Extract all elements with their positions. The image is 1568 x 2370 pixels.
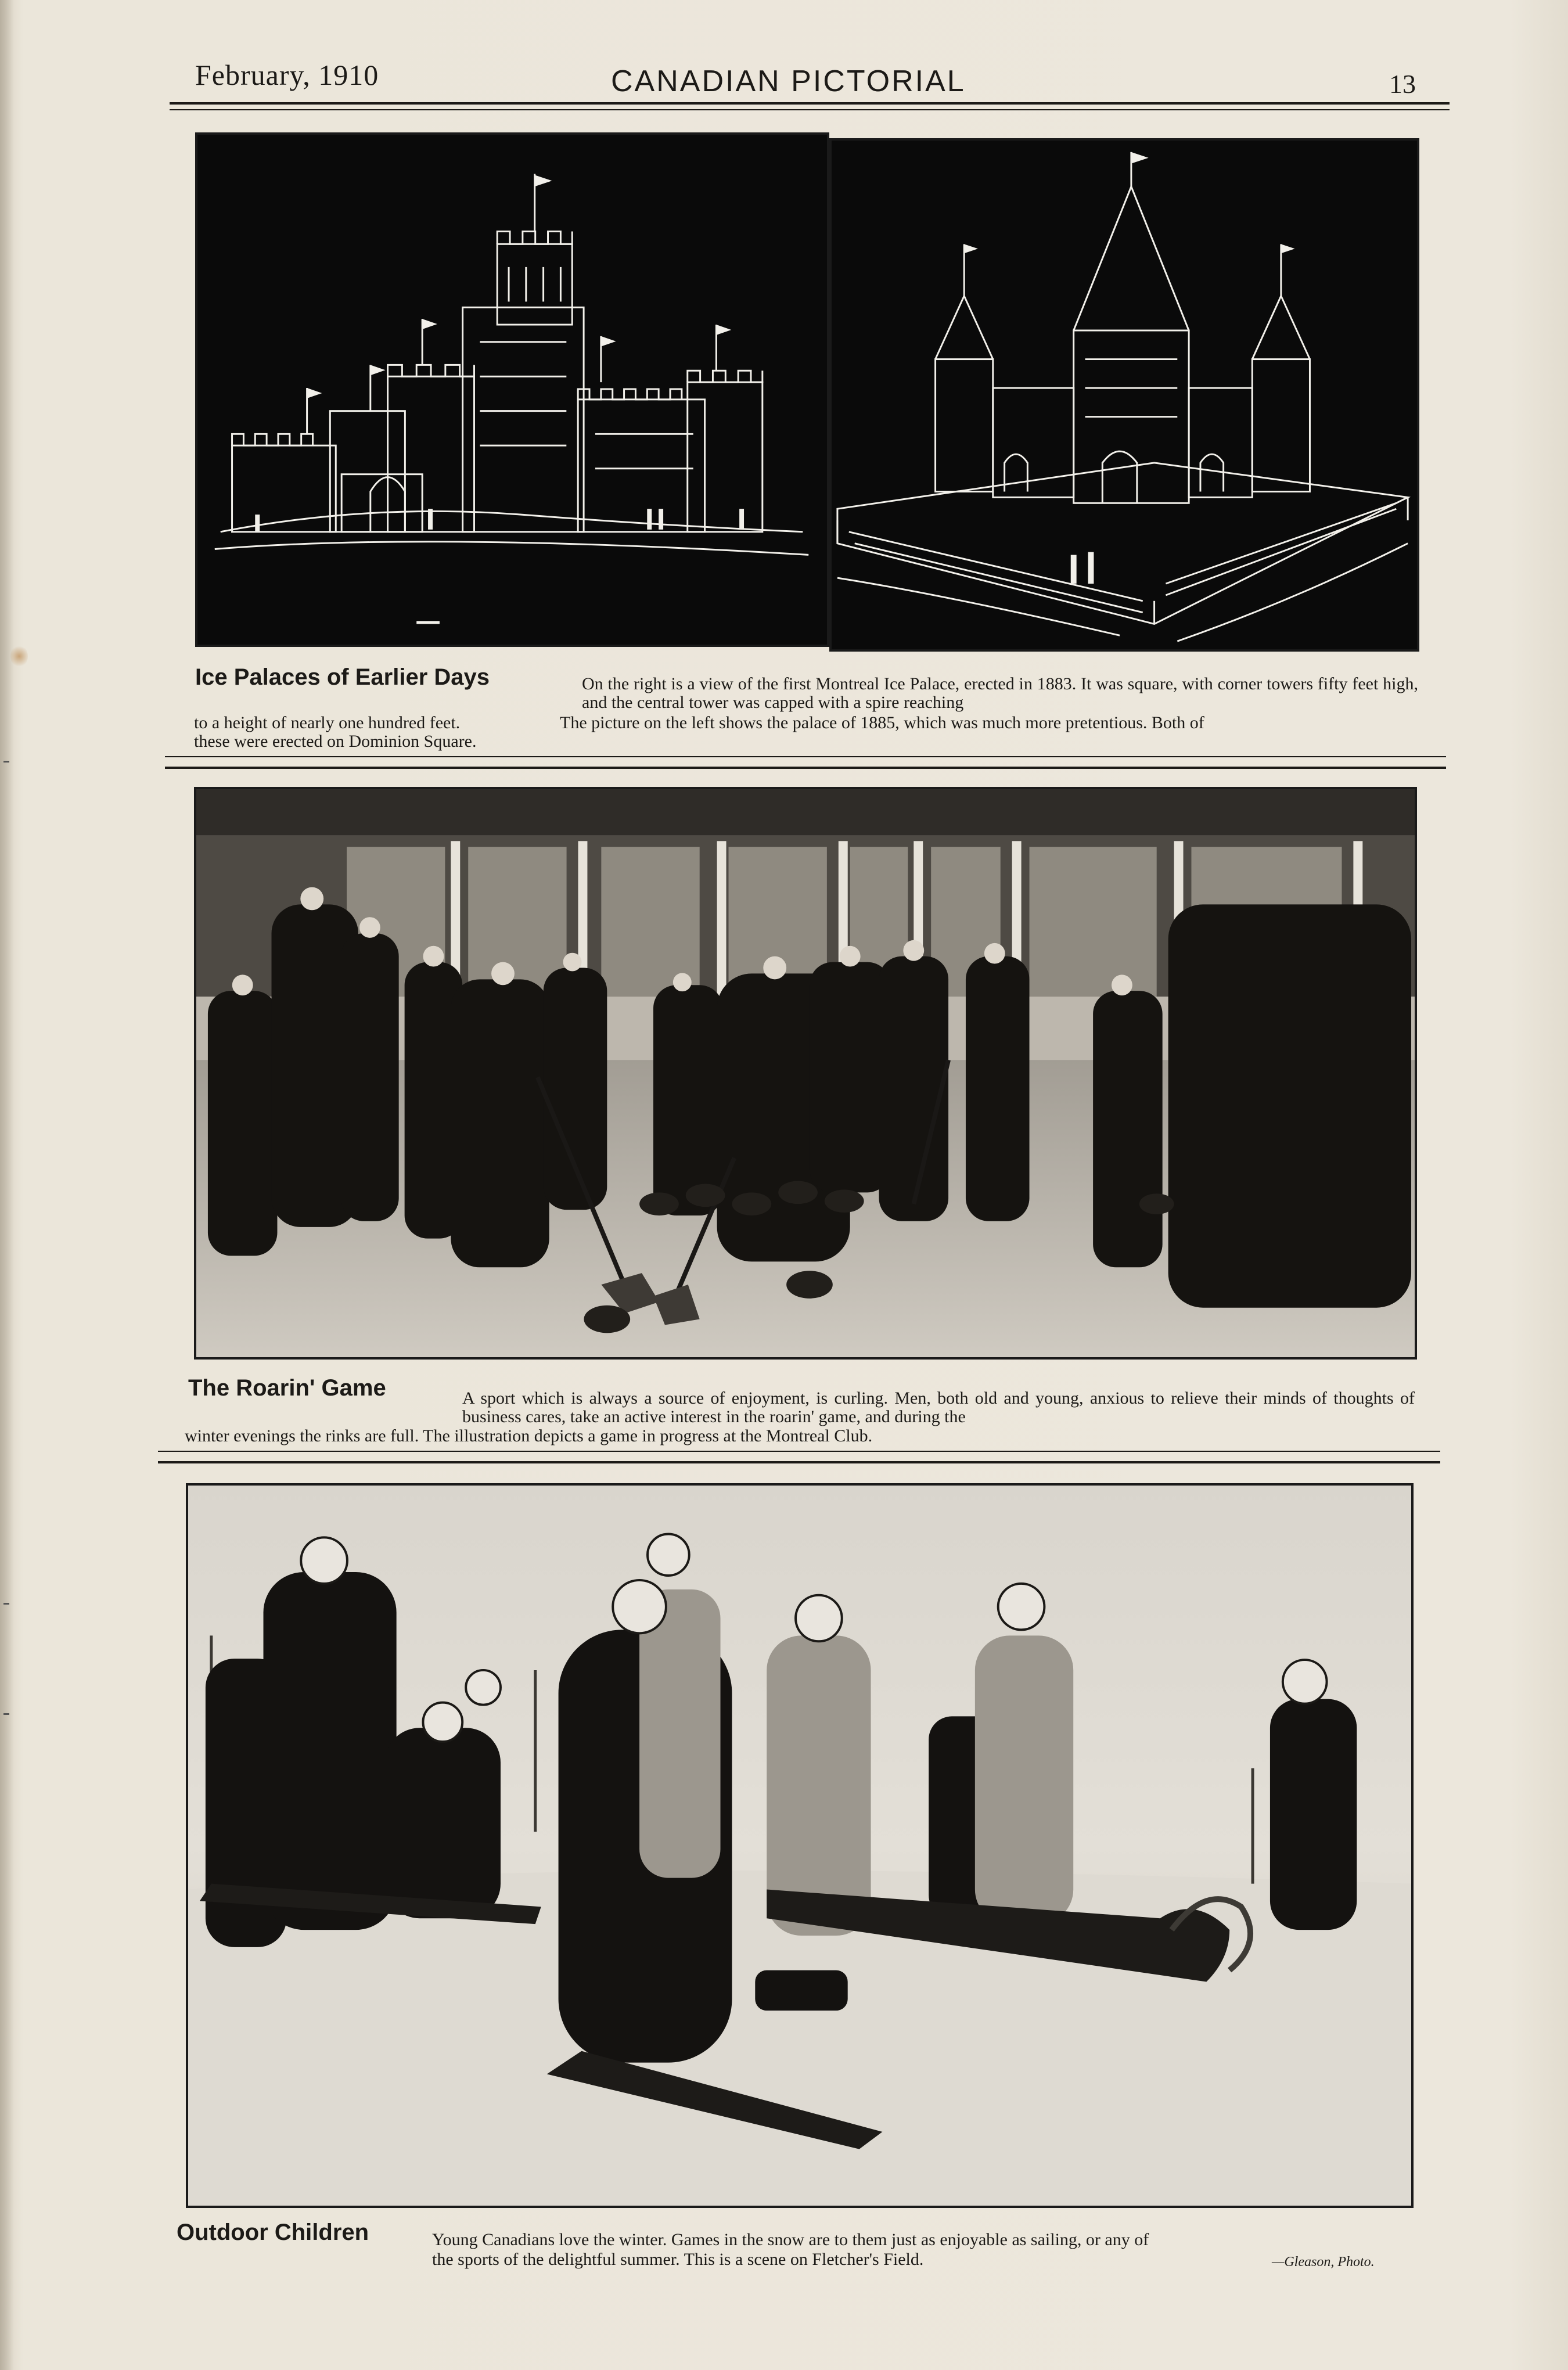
magazine-title: CANADIAN PICTORIAL	[611, 64, 966, 98]
caption-title: The Roarin' Game	[188, 1375, 386, 1401]
caption-text: A sport which is always a source of enjoyment, is curling. Men, both old and young, anxious to relieve their minds of thoughts of business cares, take an active interest in the roarin' game, and during the	[462, 1389, 1415, 1426]
page-gutter	[0, 0, 14, 2370]
ice-palace-1883-illustration	[829, 138, 1419, 652]
caption-title: Ice Palaces of Earlier Days	[195, 664, 490, 690]
photo-credit: —Gleason, Photo.	[1272, 2254, 1375, 2270]
caption-text: these were erected on Dominion Square.	[194, 732, 477, 751]
caption-text: to a height of nearly one hundred feet.	[194, 713, 461, 732]
caption-text: winter evenings the rinks are full. The illustration depicts a game in progress at the Montreal Club.	[185, 1426, 873, 1445]
ice-palace-1885-illustration	[195, 132, 829, 647]
caption-text: The picture on the left shows the palace of 1885, which was much more pretentious. Both of	[560, 713, 1204, 732]
outdoor-children-photo	[186, 1483, 1414, 2208]
paper-stain	[10, 645, 28, 668]
caption-text: Young Canadians love the winter. Games in the snow are to them just as enjoyable as sailing, or any of	[432, 2230, 1149, 2249]
curling-game-photo	[194, 787, 1417, 1360]
header-rule	[170, 102, 1450, 105]
section-rule	[158, 1451, 1440, 1452]
margin-mark	[3, 1713, 9, 1715]
margin-mark	[3, 1603, 9, 1605]
section-rule	[158, 1461, 1440, 1463]
issue-date: February, 1910	[195, 59, 379, 91]
caption-title: Outdoor Children	[177, 2220, 369, 2245]
section-rule	[165, 756, 1446, 757]
section-rule	[165, 767, 1446, 769]
caption-text: the sports of the delightful summer. This is a scene on Fletcher's Field.	[432, 2250, 924, 2269]
margin-mark	[3, 761, 9, 763]
page-number: 13	[1389, 69, 1416, 99]
header-rule	[170, 109, 1450, 110]
caption-text: On the right is a view of the first Montreal Ice Palace, erected in 1883. It was square, with corner towers fifty feet high, and the central tower was capped with a spire reaching	[582, 674, 1418, 712]
